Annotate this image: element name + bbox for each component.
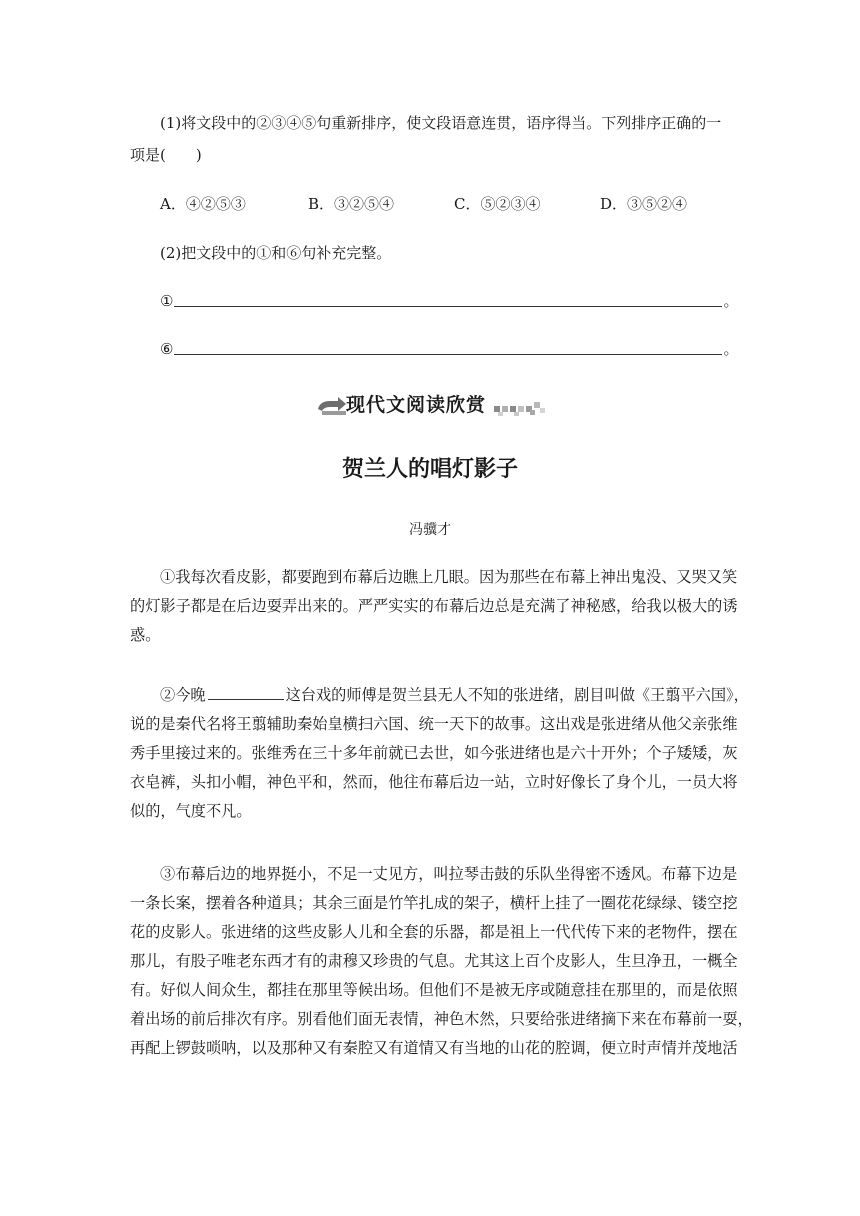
paragraph-3 [130,860,753,1063]
paragraph-line: 惑。 [130,626,161,644]
fill-blank-1[interactable] [160,290,738,312]
blank-1-underline[interactable] [174,292,722,307]
option-d[interactable]: D．③⑤②④ [600,195,688,213]
section-banner-label: 现代文阅读欣赏 [346,394,487,416]
blank-2-period: 。 [723,340,739,358]
inline-blank[interactable] [208,685,284,700]
question-1-line-1: (1)将文段中的②③④⑤句重新排序，使文段语意连贯，语序得当。下列排序正确的一 [160,114,722,132]
paragraph-line: 秀手里接过来的。张维秀在三十多年前就已去世，如今张进绪也是六十开外；个子矮矮，灰 [130,744,738,762]
blank-1-number: ① [160,292,174,310]
paragraph-line: 再配上锣鼓唢呐，以及那种又有秦腔又有道情又有当地的山花的腔调，便立时声情并茂地活 [130,1039,738,1057]
paragraph-line: ③布幕后边的地界挺小，不足一丈见方，叫拉琴击鼓的乐队坐得密不透风。布幕下边是 [160,865,738,883]
paragraph-line: 的灯影子都是在后边耍弄出来的。严严实实的布幕后边总是充满了神秘感，给我以极大的诱 [130,597,738,615]
section-banner [316,391,546,421]
article-author: 冯骥才 [409,522,451,538]
paragraph-2-after-blank: 这台戏的师傅是贺兰县无人不知的张进绪，剧目叫做《王翦平六国》， [285,686,749,704]
blank-2-underline[interactable] [174,340,722,355]
paragraph-line: ①我每次看皮影，都要跑到布幕后边瞧上几眼。因为那些在布幕上神出鬼没、又哭又笑 [160,568,738,586]
paragraph-line: 有。好似人间众生，都挂在那里等候出场。但他们不是被无序或随意挂在那里的，而是依照 [130,981,738,999]
option-b[interactable]: B．③②⑤④ [308,195,395,213]
question-2-prompt: (2)把文段中的①和⑥句补充完整。 [160,244,392,262]
option-c[interactable]: C．⑤②③④ [454,195,541,213]
paragraph-2-start: ②今晚 [160,686,206,704]
paragraph-line: 一条长案，摆着各种道具；其余三面是竹竿扎成的架子，横杆上挂了一圈花花绿绿、镂空挖 [130,894,738,912]
blank-2-number: ⑥ [160,340,174,358]
paragraph-line: 花的皮影人。张进绪的这些皮影人儿和全套的乐器，都是祖上一代代传下来的老物件，摆在 [130,923,738,941]
paragraph-line: 那儿，有股子唯老东西才有的肃穆又珍贵的气息。尤其这上百个皮影人，生旦净丑，一概全 [130,952,738,970]
paragraph-line: 似的，气度不凡。 [130,802,252,820]
article-title: 贺兰人的唱灯影子 [341,457,518,482]
blank-1-period: 。 [723,292,739,310]
paragraph-1 [130,563,738,650]
paragraph-line: 着出场的前后排次有序。别看他们面无表情，神色木然，只要给张进绪摘下来在布幕前一耍， [130,1010,753,1028]
paragraph-line-with-blank [130,681,749,710]
paragraph-line: 衣皂裤，头扣小帽，神色平和，然而，他往布幕后边一站，立时好像长了身个儿，一员大将 [130,773,738,791]
paragraph-2 [130,681,749,826]
option-a[interactable]: A．④②⑤③ [160,195,246,213]
fill-blank-2[interactable] [160,338,738,360]
paragraph-line: 说的是秦代名将王翦辅助秦始皇横扫六国、统一天下的故事。这出戏是张进绪从他父亲张维 [130,715,738,733]
question-1-line-2: 项是( ) [130,146,202,164]
